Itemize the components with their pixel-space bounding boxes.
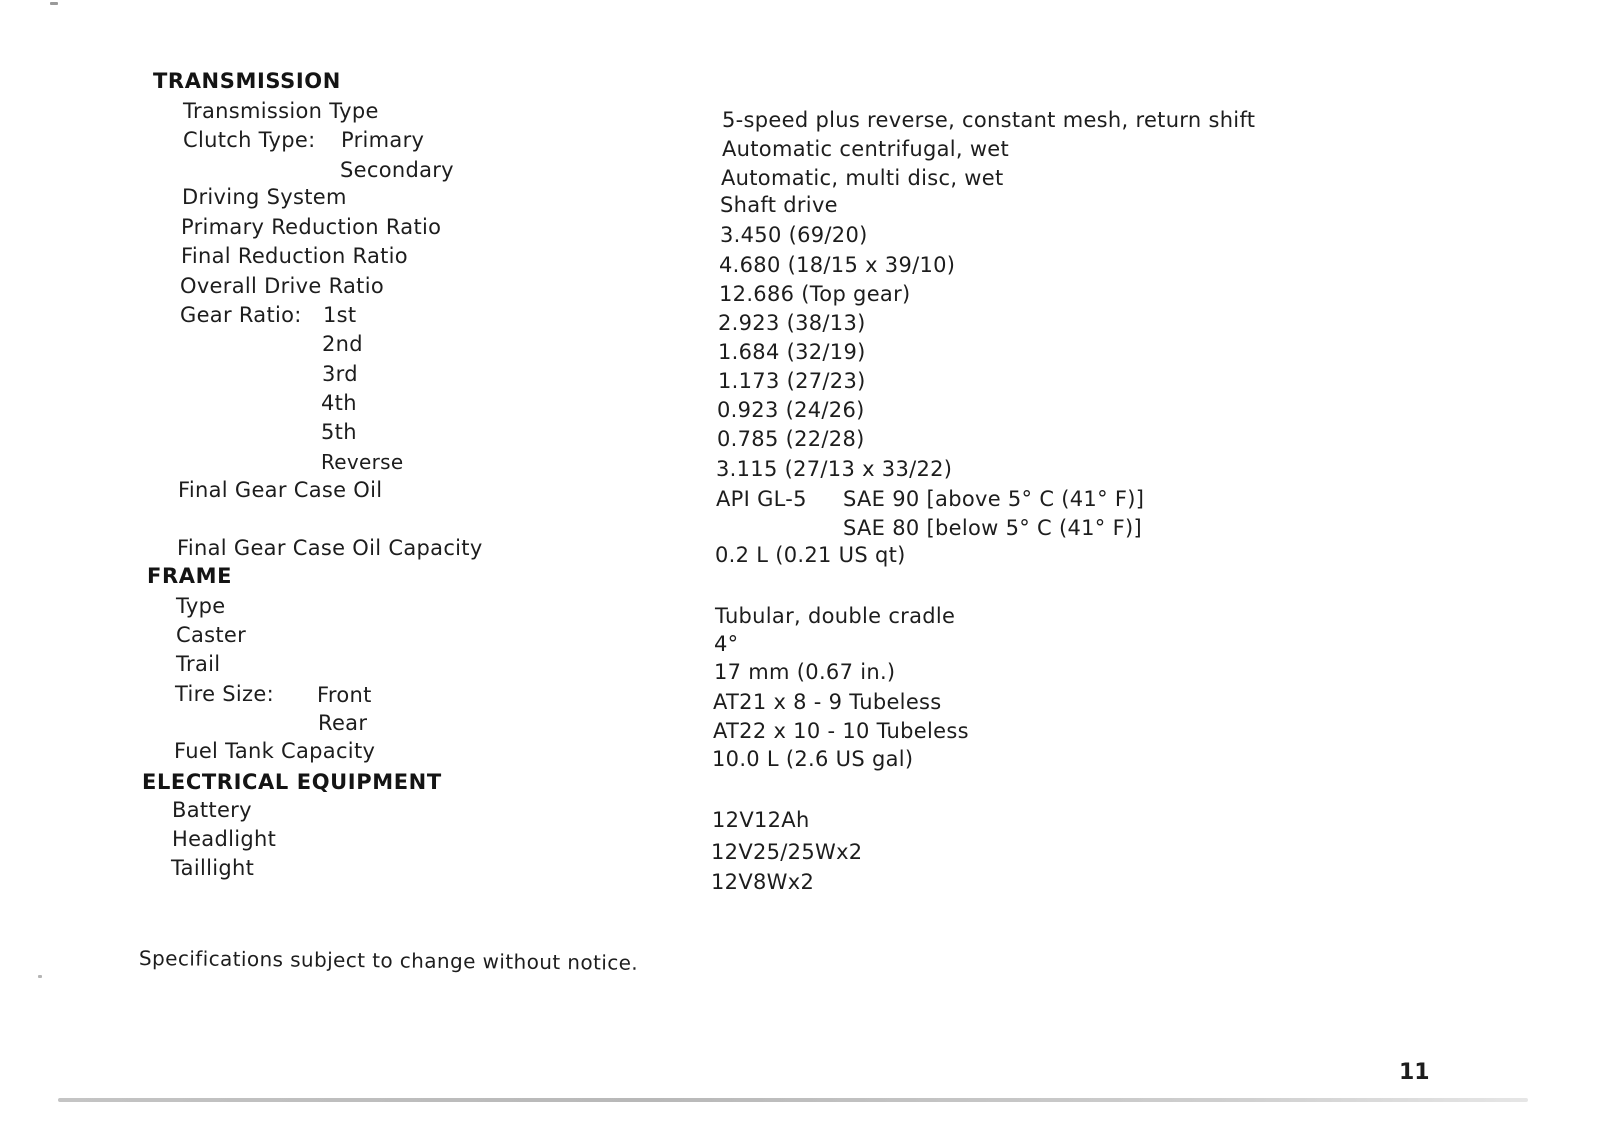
gear-reverse-label: Reverse (321, 450, 404, 474)
clutch-primary-label: Primary (341, 128, 425, 152)
footnote: Specifications subject to change without notice. (138, 946, 639, 975)
gear-3rd-label: 3rd (322, 362, 358, 386)
tire-rear-label: Rear (318, 711, 368, 735)
gear-3rd-value: 1.173 (27/23) (718, 369, 866, 393)
transmission-type-label: Transmission Type (183, 99, 379, 123)
battery-value: 12V12Ah (712, 808, 810, 832)
final-reduction-value: 4.680 (18/15 x 39/10) (719, 253, 956, 277)
final-gear-oil-line2: SAE 80 [below 5° C (41° F)] (843, 516, 1142, 540)
scan-speck (38, 975, 42, 978)
final-gear-oil-capacity-label: Final Gear Case Oil Capacity (177, 536, 483, 560)
taillight-label: Taillight (171, 856, 255, 880)
clutch-type-label: Clutch Type: (183, 128, 316, 152)
fuel-tank-value: 10.0 L (2.6 US gal) (712, 747, 914, 771)
gear-ratio-label: Gear Ratio: (180, 303, 302, 327)
gear-1st-value: 2.923 (38/13) (718, 311, 866, 335)
final-gear-oil-grade: API GL-5 (716, 487, 807, 511)
overall-drive-value: 12.686 (Top gear) (719, 282, 911, 306)
bottom-rule (58, 1098, 1528, 1102)
tire-front-value: AT21 x 8 - 9 Tubeless (713, 690, 942, 714)
frame-type-value: Tubular, double cradle (715, 604, 956, 628)
primary-reduction-value: 3.450 (69/20) (720, 223, 868, 247)
caster-label: Caster (176, 623, 247, 647)
driving-system-label: Driving System (182, 185, 347, 209)
gear-1st-label: 1st (323, 303, 357, 327)
scan-speck (50, 2, 58, 5)
electrical-heading: ELECTRICAL EQUIPMENT (142, 770, 442, 794)
clutch-secondary-value: Automatic, multi disc, wet (721, 166, 1004, 190)
primary-reduction-label: Primary Reduction Ratio (181, 215, 442, 239)
caster-value: 4° (714, 632, 739, 656)
tire-rear-value: AT22 x 10 - 10 Tubeless (713, 719, 969, 743)
tire-front-label: Front (317, 683, 372, 707)
gear-2nd-value: 1.684 (32/19) (718, 340, 866, 364)
clutch-secondary-label: Secondary (340, 158, 454, 182)
overall-drive-label: Overall Drive Ratio (180, 274, 385, 298)
tire-size-label: Tire Size: (175, 682, 274, 706)
gear-4th-label: 4th (321, 391, 357, 415)
taillight-value: 12V8Wx2 (711, 870, 815, 894)
final-gear-oil-label: Final Gear Case Oil (178, 478, 383, 502)
frame-type-label: Type (176, 594, 226, 618)
frame-heading: FRAME (147, 564, 233, 588)
transmission-type-value: 5-speed plus reverse, constant mesh, return shift (722, 108, 1256, 132)
final-reduction-label: Final Reduction Ratio (181, 244, 408, 268)
headlight-value: 12V25/25Wx2 (711, 840, 863, 864)
driving-system-value: Shaft drive (720, 193, 838, 217)
gear-5th-label: 5th (321, 420, 357, 444)
gear-reverse-value: 3.115 (27/13 x 33/22) (716, 457, 953, 481)
trail-label: Trail (176, 652, 221, 676)
clutch-primary-value: Automatic centrifugal, wet (722, 137, 1010, 161)
page-number: 11 (1399, 1060, 1430, 1085)
headlight-label: Headlight (172, 827, 277, 851)
battery-label: Battery (172, 798, 252, 822)
transmission-heading: TRANSMISSION (153, 69, 341, 93)
gear-5th-value: 0.785 (22/28) (717, 427, 865, 451)
final-gear-oil-line1: SAE 90 [above 5° C (41° F)] (843, 487, 1145, 511)
gear-4th-value: 0.923 (24/26) (717, 398, 865, 422)
final-gear-oil-capacity-value: 0.2 L (0.21 US qt) (715, 543, 906, 567)
gear-2nd-label: 2nd (322, 332, 363, 356)
trail-value: 17 mm (0.67 in.) (714, 660, 896, 684)
fuel-tank-label: Fuel Tank Capacity (174, 739, 376, 763)
